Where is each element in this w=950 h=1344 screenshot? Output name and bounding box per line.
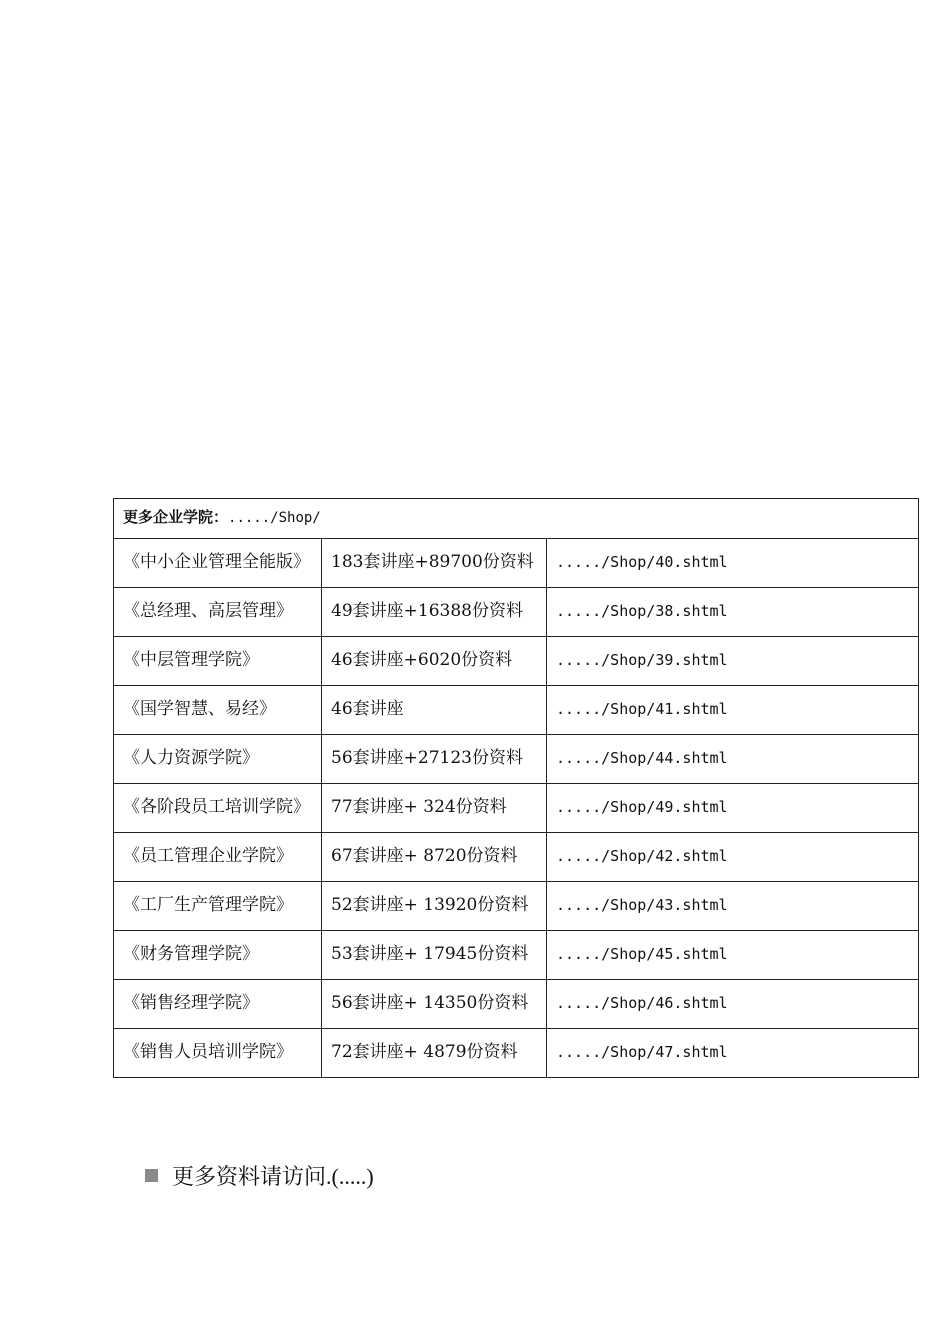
table-header-cell xyxy=(114,499,919,539)
table-row xyxy=(114,588,919,637)
resource-count-cell: 72套讲座+ 4879份资料 xyxy=(322,1029,547,1078)
table-row xyxy=(114,1029,919,1078)
resource-count-cell: 46套讲座+6020份资料 xyxy=(322,637,547,686)
shop-url-cell[interactable]: ...../Shop/42.shtml xyxy=(547,833,919,882)
academy-table xyxy=(113,498,919,1078)
header-url[interactable]: ...../Shop/ xyxy=(228,510,321,526)
shop-url-cell[interactable]: ...../Shop/43.shtml xyxy=(547,882,919,931)
shop-url-cell[interactable]: ...../Shop/45.shtml xyxy=(547,931,919,980)
table-row xyxy=(114,931,919,980)
resource-count-cell: 46套讲座 xyxy=(322,686,547,735)
table-header-row xyxy=(114,499,919,539)
footer-note xyxy=(145,1160,374,1191)
academy-name-cell: 《销售经理学院》 xyxy=(114,980,322,1029)
academy-name-cell: 《总经理、高层管理》 xyxy=(114,588,322,637)
table-row xyxy=(114,980,919,1029)
resource-count-cell: 56套讲座+ 14350份资料 xyxy=(322,980,547,1029)
academy-name-cell: 《各阶段员工培训学院》 xyxy=(114,784,322,833)
shop-url-cell[interactable]: ...../Shop/49.shtml xyxy=(547,784,919,833)
table-row xyxy=(114,686,919,735)
resource-count-cell: 56套讲座+27123份资料 xyxy=(322,735,547,784)
table-row xyxy=(114,784,919,833)
academy-name-cell: 《中层管理学院》 xyxy=(114,637,322,686)
shop-url-cell[interactable]: ...../Shop/47.shtml xyxy=(547,1029,919,1078)
shop-url-cell[interactable]: ...../Shop/46.shtml xyxy=(547,980,919,1029)
academy-name-cell: 《财务管理学院》 xyxy=(114,931,322,980)
header-title: 更多企业学院： xyxy=(123,508,229,526)
table-row xyxy=(114,833,919,882)
academy-name-cell: 《人力资源学院》 xyxy=(114,735,322,784)
academy-name-cell: 《国学智慧、易经》 xyxy=(114,686,322,735)
academy-name-cell: 《中小企业管理全能版》 xyxy=(114,539,322,588)
table-row xyxy=(114,735,919,784)
shop-url-cell[interactable]: ...../Shop/38.shtml xyxy=(547,588,919,637)
square-bullet-icon xyxy=(145,1169,158,1182)
resource-count-cell: 77套讲座+ 324份资料 xyxy=(322,784,547,833)
academy-name-cell: 《工厂生产管理学院》 xyxy=(114,882,322,931)
resource-count-cell: 53套讲座+ 17945份资料 xyxy=(322,931,547,980)
footer-text: 更多资料请访问.(.....) xyxy=(172,1164,374,1189)
table-row xyxy=(114,539,919,588)
resource-count-cell: 183套讲座+89700份资料 xyxy=(322,539,547,588)
shop-url-cell[interactable]: ...../Shop/44.shtml xyxy=(547,735,919,784)
resource-count-cell: 67套讲座+ 8720份资料 xyxy=(322,833,547,882)
resource-count-cell: 52套讲座+ 13920份资料 xyxy=(322,882,547,931)
table-row xyxy=(114,882,919,931)
academy-name-cell: 《销售人员培训学院》 xyxy=(114,1029,322,1078)
table-row xyxy=(114,637,919,686)
shop-url-cell[interactable]: ...../Shop/41.shtml xyxy=(547,686,919,735)
academy-name-cell: 《员工管理企业学院》 xyxy=(114,833,322,882)
shop-url-cell[interactable]: ...../Shop/40.shtml xyxy=(547,539,919,588)
shop-url-cell[interactable]: ...../Shop/39.shtml xyxy=(547,637,919,686)
resource-count-cell: 49套讲座+16388份资料 xyxy=(322,588,547,637)
